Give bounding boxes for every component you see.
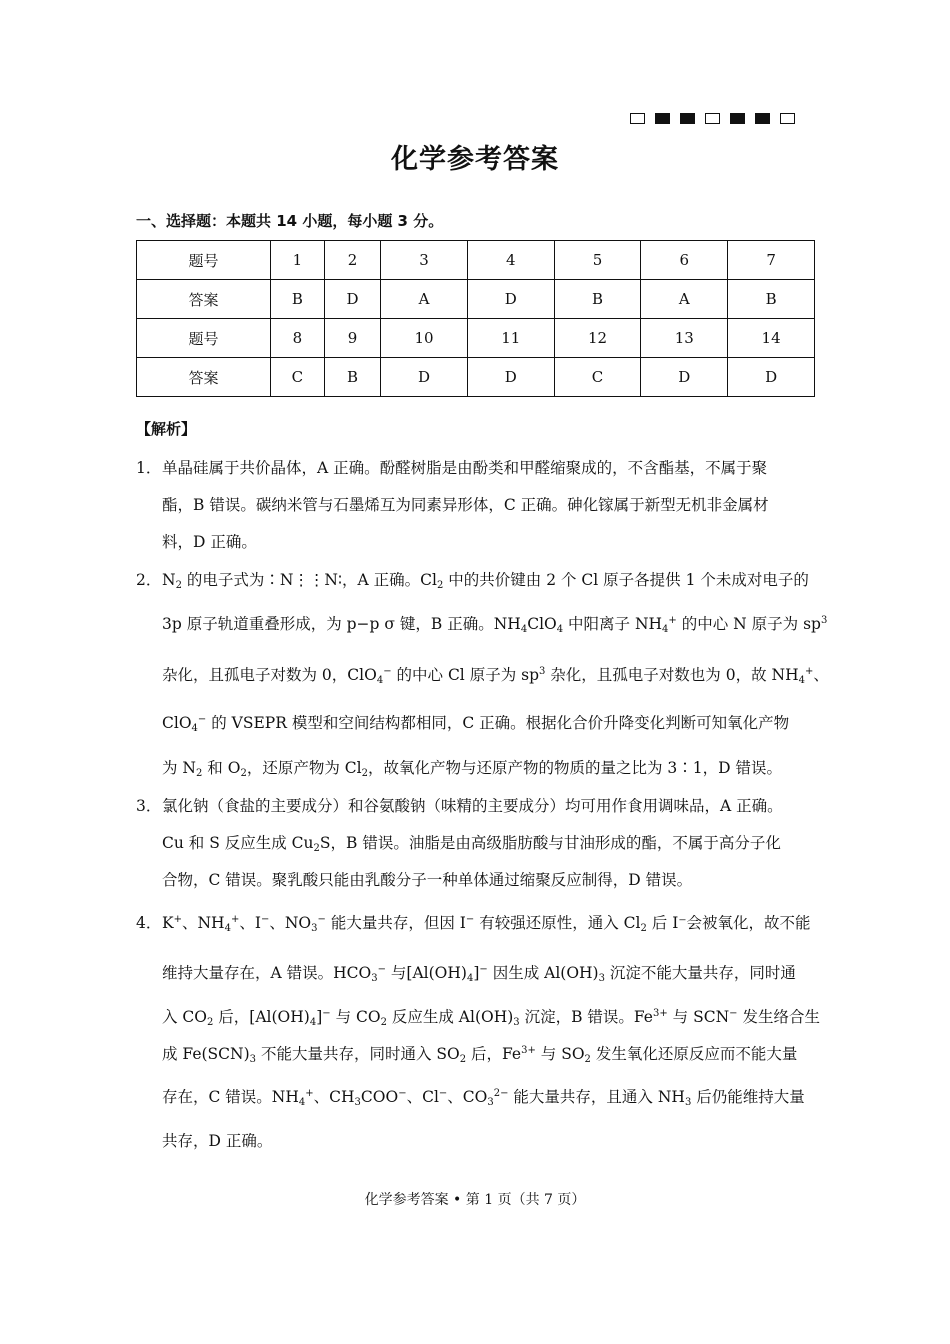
mark-filled: [655, 113, 670, 124]
answer-cell: B: [728, 280, 815, 319]
table-row: [137, 319, 815, 358]
question-number: 11: [467, 319, 554, 358]
answer-cell: C: [554, 358, 641, 397]
row-label: 答案: [137, 358, 271, 397]
question-number: 5: [554, 241, 641, 280]
row-label: 答案: [137, 280, 271, 319]
text-line: 维持大量存在，A 错误。$HCO_3^-$ 与$[Al(OH)_4]^-$ 因生成 $Al(OH)_3$ 沉淀不能大量共存，同时通: [162, 964, 796, 984]
table-row: [137, 358, 815, 397]
mark-empty: [630, 113, 645, 124]
row-label: 题号: [137, 319, 271, 358]
text-line: 料，D 正确。: [162, 533, 257, 551]
text-line: 杂化，且孤电子对数为 0，ClO$_4$− 的中心 Cl 原子为 $sp^3$ 杂化，且孤电子对数也为 0，故 $NH_4^+$、: [162, 666, 829, 686]
text-span: 3p 原子轨道重叠形成，为 p−p σ 键，B 正确。: [162, 615, 494, 633]
answer-cell: D: [324, 280, 380, 319]
question-number: 12: [554, 319, 641, 358]
text-line: 酯，B 错误。碳纳米管与石墨烯互为同素异形体，C 正确。砷化镓属于新型无机非金属材: [162, 496, 769, 514]
question-number: 9: [324, 319, 380, 358]
table-row: [137, 280, 815, 319]
mark-empty: [780, 113, 795, 124]
question-number: 1: [270, 241, 324, 280]
answer-cell: A: [381, 280, 468, 319]
question-number: 2: [324, 241, 380, 280]
mark-empty: [705, 113, 720, 124]
text-line: 合物，C 错误。聚乳酸只能由乳酸分子一种单体通过缩聚反应制得，D 错误。: [162, 871, 693, 889]
text-line: 为 $N_2$ 和 $O_2$，还原产物为 $Cl_2$，故氧化产物与还原产物的物质的量之比为 3∶1，D 错误。: [162, 759, 782, 779]
mark-filled: [680, 113, 695, 124]
answer-cell: B: [554, 280, 641, 319]
question-number: 7: [728, 241, 815, 280]
page-title: 化学参考答案: [391, 144, 559, 175]
text-line: 单晶硅属于共价晶体，A 正确。酚醛树脂是由酚类和甲醛缩聚成的，不含酯基，不属于聚: [162, 459, 768, 477]
item-number: 3．: [136, 797, 162, 815]
item-number: 4．: [136, 914, 162, 932]
text-line: 存在，C 错误。$NH_4^+$、$CH_3COO^-$、Cl−、$CO_3^{2-}$ 能大量共存，且通入 $NH_3$ 后仍能维持大量: [162, 1088, 805, 1108]
table-row: [137, 241, 815, 280]
question-number: 13: [641, 319, 728, 358]
text-line: ClO$_4$− 的 VSEPR 模型和空间结构都相同，C 正确。根据化合价升降变化判断可知氧化产物: [162, 714, 790, 734]
header-marks: [630, 113, 795, 124]
answer-cell: D: [467, 358, 554, 397]
answer-table: [136, 240, 815, 397]
page-footer: 化学参考答案 • 第 1 页（共 7 页）: [364, 1192, 586, 1208]
text-line: 成 $Fe(SCN)_3$ 不能大量共存，同时通入 $SO_2$ 后，$Fe^{3+}$ 与 $SO_2$ 发生氧化还原反应而不能大量: [162, 1045, 798, 1065]
section-heading: 一、选择题：本题共 14 小题，每小题 3 分。: [136, 212, 444, 230]
answer-cell: B: [324, 358, 380, 397]
row-label: 题号: [137, 241, 271, 280]
text-line: Cu 和 S 反应生成 $Cu_2S$，B 错误。油脂是由高级脂肪酸与甘油形成的酯，不属于高分子化: [162, 834, 781, 854]
text-line: K+、$NH_4^+$、I−、$NO_3^-$ 能大量共存，但因 I− 有较强还原性，通入 $Cl_2$ 后 I⁻会被氧化，故不能: [162, 914, 811, 934]
mark-filled: [730, 113, 745, 124]
text-span: 后 I⁻会被氧化，故不能: [651, 914, 811, 932]
text-line: $N_2$ 的电子式为∶N⋮⋮N∶，A 正确。$Cl_2$ 中的共价键由 2 个 Cl 原子各提供 1 个未成对电子的: [162, 571, 809, 591]
answer-cell: D: [381, 358, 468, 397]
answer-cell: B: [270, 280, 324, 319]
text-line: 共存，D 正确。: [162, 1132, 273, 1150]
text-span: 的 VSEPR 模型和空间结构都相同，C 正确。根据化合价升降变化判断可知氧化产物: [211, 714, 790, 732]
item-number: 2．: [136, 571, 162, 589]
item-number: 1．: [136, 459, 162, 477]
question-number: 8: [270, 319, 324, 358]
answer-cell: D: [728, 358, 815, 397]
answer-cell: D: [641, 358, 728, 397]
text-span: ，故氧化产物与还原产物的物质的量之比为 3∶1，D 错误。: [367, 759, 782, 777]
question-number: 4: [467, 241, 554, 280]
text-line: 3p 原子轨道重叠形成，为 p−p σ 键，B 正确。$NH_4ClO_4$ 中阳离子 $NH_4^+$ 的中心 N 原子为 $sp^3$: [162, 615, 828, 635]
question-number: 3: [381, 241, 468, 280]
answer-cell: C: [270, 358, 324, 397]
question-number: 6: [641, 241, 728, 280]
analysis-heading: 【解析】: [136, 420, 197, 438]
answer-cell: D: [467, 280, 554, 319]
text-span: 中的共价键由 2 个 Cl 原子各提供 1 个未成对电子的: [448, 571, 809, 589]
question-number: 14: [728, 319, 815, 358]
mark-filled: [755, 113, 770, 124]
text-line: 氯化钠（食盐的主要成分）和谷氨酸钠（味精的主要成分）均可用作食用调味品，A 正确。: [162, 797, 783, 815]
question-number: 10: [381, 319, 468, 358]
answer-cell: A: [641, 280, 728, 319]
text-line: 入 $CO_2$ 后，$[Al(OH)_4]^-$ 与 $CO_2$ 反应生成 $Al(OH)_3$ 沉淀，B 错误。$Fe^{3+}$ 与 SCN− 发生络合生: [162, 1008, 820, 1028]
